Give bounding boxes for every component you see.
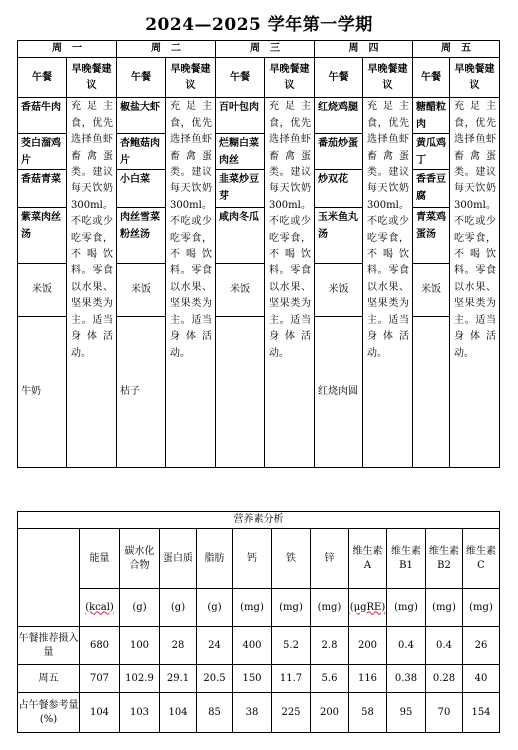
dish-cell: 黄瓜鸡丁 [413, 134, 450, 170]
dish-cell: 紫菜肉丝汤 [18, 208, 67, 264]
dish-cell: 百叶包肉 [216, 98, 265, 134]
nutrient-name: 钙 [233, 529, 272, 589]
value-cell: 38 [233, 693, 272, 733]
nutrient-unit: (mg) [426, 589, 463, 627]
dish-cell: 炒双花 [315, 170, 363, 208]
staple-cell: 米饭 [413, 264, 450, 317]
nutrient-name: 锌 [311, 529, 349, 589]
staple-cell: 米饭 [18, 264, 67, 317]
value-cell: 85 [197, 693, 233, 733]
nutrient-unit: (g) [120, 589, 160, 627]
day-header-row [18, 41, 500, 58]
lunch-header: 午餐 [117, 58, 166, 98]
dish-cell: 玉米鱼丸汤 [315, 208, 363, 264]
advice-cell: 充足主食，优先选择鱼虾畜禽蛋类。建议每天饮奶300ml。不吃或少吃零食，不喝饮料。零食以水果、坚果类为主。适当身体活动。 [265, 98, 315, 468]
nutrient-unit [349, 589, 387, 627]
value-cell: 707 [80, 665, 120, 693]
extra-cell: 红烧肉圆 [315, 317, 363, 468]
lunch-header: 午餐 [315, 58, 363, 98]
day-header: 周 四 [315, 41, 413, 58]
value-cell: 5.6 [311, 665, 349, 693]
day-header: 周 一 [18, 41, 117, 58]
value-cell: 100 [120, 627, 160, 665]
nutrition-row-recommended [18, 627, 500, 665]
value-cell: 0.4 [426, 627, 463, 665]
advice-cell: 充足主食，优先选择鱼虾畜禽蛋类。建议每天饮奶300ml。不吃或少吃零食，不喝饮料。零食以水果、坚果类为主。适当身体活动。 [166, 98, 216, 468]
nutrient-unit: (g) [160, 589, 197, 627]
advice-cell: 充足主食，优先选择鱼虾畜禽蛋类。建议每天饮奶300ml。不吃或少吃零食，不喝饮料。零食以水果、坚果类为主。适当身体活动。 [450, 98, 500, 468]
dish-cell: 椒盐大虾 [117, 98, 166, 134]
dish-cell: 杏鲍菇肉片 [117, 134, 166, 170]
nutrition-row-friday [18, 665, 500, 693]
extra-cell [413, 317, 450, 468]
nutrient-unit: (mg) [311, 589, 349, 627]
value-cell: 24 [197, 627, 233, 665]
weekly-menu-table [17, 40, 500, 468]
advice-header: 早晚餐建议 [265, 58, 315, 98]
value-cell: 0.38 [387, 665, 426, 693]
dish-cell: 香菇青菜 [18, 170, 67, 208]
dish-cell: 番茄炒蛋 [315, 134, 363, 170]
dish-cell: 肉丝雪菜粉丝汤 [117, 208, 166, 264]
dish-cell: 小白菜 [117, 170, 166, 208]
value-cell: 5.2 [272, 627, 311, 665]
value-cell: 0.28 [426, 665, 463, 693]
nutrient-unit [80, 589, 120, 627]
dish-cell: 韭菜炒豆芽 [216, 170, 265, 208]
value-cell: 680 [80, 627, 120, 665]
advice-cell: 充足主食，优先选择鱼虾畜禽蛋类。建议每天饮奶300ml。不吃或少吃零食，不喝饮料。零食以水果、坚果类为主。适当身体活动。 [363, 98, 413, 468]
day-header: 周 三 [216, 41, 315, 58]
nutrient-name: 维生素B2 [426, 529, 463, 589]
nutrient-unit: (mg) [463, 589, 500, 627]
nutrition-title-row [18, 512, 500, 529]
nutrient-name: 维生素A [349, 529, 387, 589]
value-cell: 225 [272, 693, 311, 733]
nutrient-name: 脂肪 [197, 529, 233, 589]
row-label: 午餐推荐摄入量 [18, 627, 80, 665]
value-cell: 28 [160, 627, 197, 665]
nutrient-name: 维生素B1 [387, 529, 426, 589]
nutrition-title: 营养素分析 [18, 512, 500, 529]
extra-cell [216, 317, 265, 468]
staple-cell: 米饭 [216, 264, 265, 317]
advice-header: 早晚餐建议 [363, 58, 413, 98]
value-cell: 103 [120, 693, 160, 733]
value-cell: 200 [349, 627, 387, 665]
extra-cell: 桔子 [117, 317, 166, 468]
nutrient-name: 碳水化合物 [120, 529, 160, 589]
value-cell: 20.5 [197, 665, 233, 693]
value-cell: 104 [80, 693, 120, 733]
dish-cell: 香菇牛肉 [18, 98, 67, 134]
value-cell: 400 [233, 627, 272, 665]
value-cell: 29.1 [160, 665, 197, 693]
unit-ugre: (μgRE) [349, 601, 386, 613]
day-header: 周 二 [117, 41, 216, 58]
nutrition-table [17, 511, 500, 733]
nutrient-unit-row [18, 589, 500, 627]
unit-kcal: (kcal) [85, 601, 114, 613]
staple-cell: 米饭 [117, 264, 166, 317]
dish-cell: 糖醋粒肉 [413, 98, 450, 134]
value-cell: 0.4 [387, 627, 426, 665]
page-title: 2024—2025 学年第一学期 [145, 15, 373, 35]
extra-cell: 牛奶 [18, 317, 67, 468]
nutrient-name: 维生素C [463, 529, 500, 589]
advice-header: 早晚餐建议 [67, 58, 117, 98]
value-cell: 11.7 [272, 665, 311, 693]
value-cell: 40 [463, 665, 500, 693]
advice-header: 早晚餐建议 [450, 58, 500, 98]
nutrient-name: 能量 [80, 529, 120, 589]
menu-row-dish-1 [18, 98, 500, 134]
nutrient-name: 蛋白质 [160, 529, 197, 589]
advice-header: 早晚餐建议 [166, 58, 216, 98]
value-cell: 200 [311, 693, 349, 733]
nutrition-row-percent [18, 693, 500, 733]
value-cell: 104 [160, 693, 197, 733]
value-cell: 58 [349, 693, 387, 733]
lunch-header: 午餐 [413, 58, 450, 98]
value-cell: 70 [426, 693, 463, 733]
value-cell: 150 [233, 665, 272, 693]
column-header-row [18, 58, 500, 98]
advice-cell: 充足主食，优先选择鱼虾畜禽蛋类。建议每天饮奶300ml。不吃或少吃零食，不喝饮料。零食以水果、坚果类为主。适当身体活动。 [67, 98, 117, 468]
day-header: 周 五 [413, 41, 500, 58]
dish-cell: 红烧鸡腿 [315, 98, 363, 134]
value-cell: 95 [387, 693, 426, 733]
nutrient-unit: (mg) [233, 589, 272, 627]
dish-cell: 咸肉冬瓜 [216, 208, 265, 264]
staple-cell: 米饭 [315, 264, 363, 317]
lunch-header: 午餐 [18, 58, 67, 98]
nutrient-name-row [18, 529, 500, 589]
dish-cell: 烂糊白菜肉丝 [216, 134, 265, 170]
value-cell: 102.9 [120, 665, 160, 693]
nutrient-unit: (mg) [387, 589, 426, 627]
nutrient-name: 铁 [272, 529, 311, 589]
nutrient-unit: (mg) [272, 589, 311, 627]
lunch-header: 午餐 [216, 58, 265, 98]
value-cell: 26 [463, 627, 500, 665]
value-cell: 116 [349, 665, 387, 693]
row-label: 占午餐参考量(%) [18, 693, 80, 733]
blank-corner-cell [18, 529, 80, 627]
nutrient-unit: (g) [197, 589, 233, 627]
dish-cell: 青菜鸡蛋汤 [413, 208, 450, 264]
value-cell: 2.8 [311, 627, 349, 665]
value-cell: 154 [463, 693, 500, 733]
dish-cell: 茭白溜鸡片 [18, 134, 67, 170]
dish-cell: 香香豆腐 [413, 170, 450, 208]
row-label: 周五 [18, 665, 80, 693]
